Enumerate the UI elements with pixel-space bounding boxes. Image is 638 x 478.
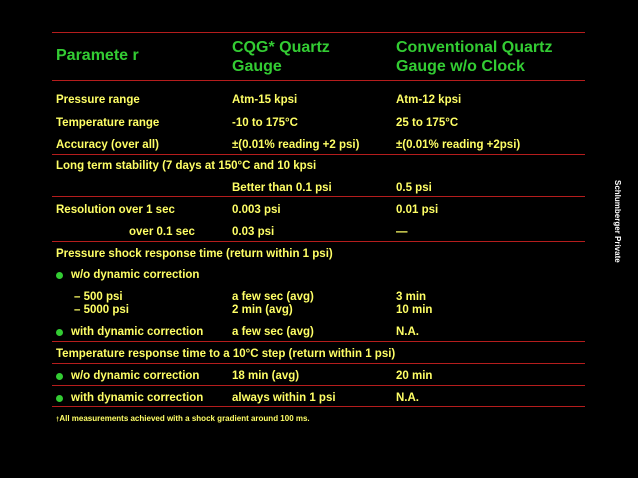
temp-title: Temperature response time to a 10°C step (return within 1 psi) (56, 348, 396, 360)
side-label-container (613, 180, 638, 270)
header-top-rule (52, 32, 585, 33)
bullet-icon (56, 395, 63, 402)
temperature-range-conv: 25 to 175°C (396, 117, 459, 129)
side-label: Schlumberger Private (613, 180, 622, 263)
cqg-header: CQG* Quartz Gauge (232, 39, 330, 75)
pressure-range-conv: Atm-12 kpsi (396, 94, 462, 106)
shock-title: Pressure shock response time (return within 1 psi) (56, 248, 333, 260)
pressure-range-cqg: Atm-15 kpsi (232, 94, 298, 106)
temp-with-label: with dynamic correction (71, 392, 204, 404)
bullet-icon (56, 373, 63, 380)
shock-500-label: – 500 psi (74, 291, 123, 303)
row-rule (52, 341, 585, 342)
accuracy-cqg: ±(0.01% reading +2 psi) (232, 139, 360, 151)
temp-wo-label: w/o dynamic correction (71, 370, 200, 382)
shock-with-cqg: a few sec (avg) (232, 326, 314, 338)
resolution-1s-conv: 0.01 psi (396, 204, 439, 216)
shock-with-conv: N.A. (396, 326, 419, 338)
bullet-icon (56, 329, 63, 336)
resolution-01s-cqg: 0.03 psi (232, 226, 275, 238)
accuracy-label: Accuracy (over all) (56, 139, 159, 151)
resolution-1s-cqg: 0.003 psi (232, 204, 281, 216)
temp-with-conv: N.A. (396, 392, 419, 404)
shock-5000-cqg: 2 min (avg) (232, 304, 293, 316)
row-rule (52, 196, 585, 197)
row-rule (52, 241, 585, 242)
row-rule (52, 154, 585, 155)
pressure-range-label: Pressure range (56, 94, 140, 106)
shock-5000-label: – 5000 psi (74, 304, 129, 316)
shock-500-cqg: a few sec (avg) (232, 291, 314, 303)
resolution-01s-conv: — (396, 226, 408, 238)
bullet-icon (56, 272, 63, 279)
temp-wo-cqg: 18 min (avg) (232, 370, 300, 382)
stability-label: Long term stability (7 days at 150°C and 10 kpsi (56, 160, 317, 172)
conventional-header: Conventional Quartz Gauge w/o Clock (396, 39, 553, 75)
footnote-marker: † (56, 417, 60, 423)
accuracy-conv: ±(0.01% reading +2psi) (396, 139, 521, 151)
footnote-text: All measurements achieved with a shock gradient around 100 ms. (59, 414, 310, 423)
footnote (56, 414, 310, 423)
temperature-range-cqg: -10 to 175°C (232, 117, 298, 129)
row-rule (52, 406, 585, 407)
header-bottom-rule (52, 80, 585, 81)
temperature-range-label: Temperature range (56, 117, 160, 129)
row-rule (52, 363, 585, 364)
shock-500-conv: 3 min (396, 291, 427, 303)
stability-cqg: Better than 0.1 psi (232, 182, 332, 194)
temp-wo-conv: 20 min (396, 370, 433, 382)
row-rule (52, 385, 585, 386)
resolution-01s-label: over 0.1 sec (129, 226, 195, 238)
shock-wo-label: w/o dynamic correction (71, 269, 200, 281)
temp-with-cqg: always within 1 psi (232, 392, 336, 404)
shock-with-label: with dynamic correction (71, 326, 204, 338)
stability-conv: 0.5 psi (396, 182, 432, 194)
shock-5000-conv: 10 min (396, 304, 433, 316)
resolution-1s-label: Resolution over 1 sec (56, 204, 175, 216)
parameter-header: Paramete r (56, 47, 139, 64)
